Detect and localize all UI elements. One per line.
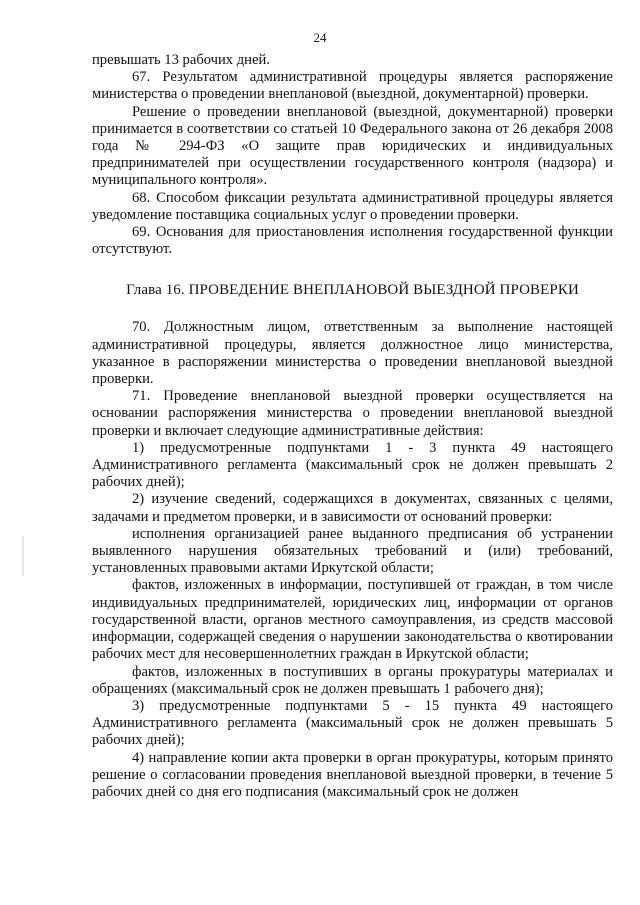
page-number: 24 xyxy=(313,30,327,45)
scan-margin-mark xyxy=(22,536,24,576)
chapter-heading: Глава 16. ПРОВЕДЕНИЕ ВНЕПЛАНОВОЙ ВЫЕЗДНОЙ ПРОВЕРКИ xyxy=(126,282,579,299)
list-item: 3) предусмотренные подпунктами 5 - 15 пункта 49 настоящего Административного регламента (максимальный срок не должен превышать 5 рабочих дней); xyxy=(92,697,613,749)
list-item: 1) предусмотренные подпунктами 1 - 3 пункта 49 настоящего Административного регламента (максимальный срок не должен превышать 2 рабочих дней); xyxy=(92,439,613,491)
paragraph: превышать 13 рабочих дней. xyxy=(92,52,270,68)
sub-item: фактов, изложенных в поступивших в органы прокуратуры материалах и обращениях (максимальный срок не должен превышать 1 рабочего дня); xyxy=(92,663,613,697)
list-item: 2) изучение сведений, содержащихся в документах, связанных с целями, задачами и предметом проверки, и в зависимости от оснований проверки: xyxy=(92,491,613,525)
paragraph: 67. Результатом административной процедуры является распоряжение министерства о проведении внеплановой (выездной, документарной) проверки. xyxy=(92,69,613,103)
paragraph: 68. Способом фиксации результата административной процедуры является уведомление поставщика социальных услуг о проведении проверки. xyxy=(92,189,613,223)
paragraph: 69. Основания для приостановления исполнения государственной функции отсутствуют. xyxy=(92,224,613,258)
paragraph: 71. Проведение внеплановой выездной проверки осуществляется на основании распоряжения министерства о проведении внеплановой выездной проверки и включает следующие административные действия: xyxy=(92,388,613,439)
paragraph: 70. Должностным лицом, ответственным за выполнение настоящей административной процедуры, является должностное лицо министерства, указанное в распоряжении министерства о проведении внеплановой выездной проверки. xyxy=(92,319,613,388)
sub-item: фактов, изложенных в информации, поступившей от граждан, в том числе индивидуальных предпринимателей, юридических лиц, информации от органов государственной власти, органов местного самоуправления, из средств массовой информации, содержащей сведения о нарушении законодательства о квотировании рабочих мест для несовершеннолетних граждан в Иркутской области; xyxy=(92,577,613,663)
document-body xyxy=(92,52,613,801)
sub-item: исполнения организацией ранее выданного предписания об устранении выявленного нарушения обязательных требований и (или) требований, установленных правовыми актами Иркутской области; xyxy=(92,525,613,577)
paragraph: Решение о проведении внеплановой (выездной, документарной) проверки принимается в соответствии со статьей 10 Федерального закона от 26 декабря 2008 года № 294-ФЗ «О защите прав юридических и индивидуальных предпринимателей при осуществлении государственного контроля (надзора) и муниципального контроля». xyxy=(92,103,613,189)
list-item: 4) направление копии акта проверки в орган прокуратуры, которым принято решение о согласовании проведения внеплановой выездной проверки, в течение 5 рабочих дней со дня его подписания (максимальный срок не должен xyxy=(92,749,613,800)
